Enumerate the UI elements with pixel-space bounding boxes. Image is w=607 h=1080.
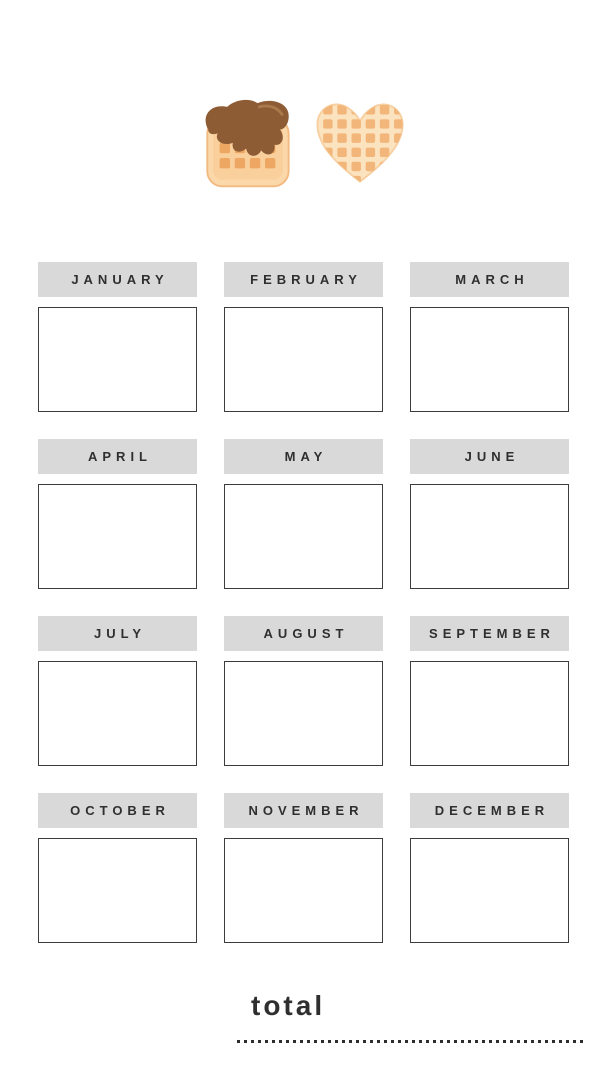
- month-label-june: JUNE: [410, 439, 569, 474]
- month-cell: [410, 793, 569, 943]
- month-box-november: [224, 838, 383, 943]
- month-grid: [38, 262, 569, 943]
- month-cell: [224, 262, 383, 412]
- waffle-square: [205, 100, 288, 186]
- month-box-august: [224, 661, 383, 766]
- month-label-august: AUGUST: [224, 616, 383, 651]
- header-illustrations: [0, 88, 607, 192]
- month-box-june: [410, 484, 569, 589]
- month-cell: [38, 439, 197, 589]
- month-cell: [224, 439, 383, 589]
- month-label-october: OCTOBER: [38, 793, 197, 828]
- month-cell: [410, 262, 569, 412]
- month-cell: [38, 262, 197, 412]
- month-box-january: [38, 307, 197, 412]
- month-label-january: JANUARY: [38, 262, 197, 297]
- total-dotted-line: [237, 1040, 583, 1043]
- month-label-july: JULY: [38, 616, 197, 651]
- month-box-may: [224, 484, 383, 589]
- month-label-march: MARCH: [410, 262, 569, 297]
- month-label-december: DECEMBER: [410, 793, 569, 828]
- month-cell: [224, 616, 383, 766]
- waffle-chocolate-icon: [195, 88, 299, 192]
- month-label-september: SEPTEMBER: [410, 616, 569, 651]
- month-label-february: FEBRUARY: [224, 262, 383, 297]
- month-box-july: [38, 661, 197, 766]
- month-cell: [38, 616, 197, 766]
- month-box-february: [224, 307, 383, 412]
- waffle-heart: [317, 104, 403, 185]
- month-cell: [224, 793, 383, 943]
- waffle-heart-icon: [307, 88, 413, 192]
- month-box-september: [410, 661, 569, 766]
- month-label-may: MAY: [224, 439, 383, 474]
- month-cell: [410, 439, 569, 589]
- month-box-march: [410, 307, 569, 412]
- month-cell: [410, 616, 569, 766]
- month-label-april: APRIL: [38, 439, 197, 474]
- month-box-october: [38, 838, 197, 943]
- month-box-april: [38, 484, 197, 589]
- month-label-november: NOVEMBER: [224, 793, 383, 828]
- total-label: total: [251, 990, 326, 1021]
- month-box-december: [410, 838, 569, 943]
- month-cell: [38, 793, 197, 943]
